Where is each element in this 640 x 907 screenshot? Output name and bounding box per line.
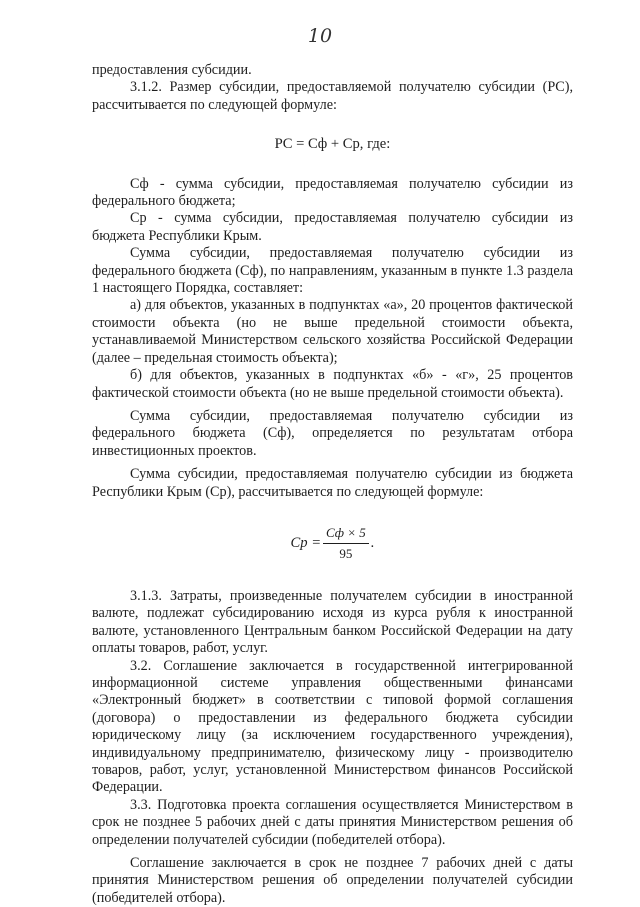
paragraph-crimea-subsidy: Сумма субсидии, предоставляемая получателю субсидии из бюджета Республики Крым (Ср), рассчитывается по следующей формуле:	[92, 466, 573, 500]
definition-sf: Сф - сумма субсидии, предоставляемая получателю субсидии из федерального бюджета;	[92, 175, 573, 210]
paragraph-item-b: б) для объектов, указанных в подпунктах «б» - «г», 25 процентов фактической стоимости объекта (но не выше предельной стоимости объекта).	[92, 367, 573, 401]
paragraph-continuation: предоставления субсидии.	[92, 62, 252, 78]
page-number: 10	[307, 25, 333, 47]
paragraph-3-1-3: 3.1.3. Затраты, произведенные получателем субсидии в иностранной валюте, подлежат субсидированию исходя из курса рубля к иностранной валюте, установленного Центральным банком Российской Федерации на дату оплаты товаров, работ, услуг.	[92, 587, 573, 657]
formula-sr-numerator: Сф × 5	[323, 525, 369, 544]
paragraph-3-3: 3.3. Подготовка проекта соглашения осуществляется Министерством в срок не позднее 5 рабочих дней с даты принятия Министерством решения об определении получателей субсидии (победителей отбора).	[92, 796, 573, 848]
formula-sr-lhs: Ср =	[290, 534, 322, 551]
definition-sr: Ср - сумма субсидии, предоставляемая получателю субсидии из бюджета Республики Крым.	[92, 210, 573, 244]
paragraph-agreement-term: Соглашение заключается в срок не позднее 7 рабочих дней с даты принятия Министерством решения об определении получателей субсидии (победителей отбора).	[92, 855, 573, 906]
formula-sr	[92, 525, 573, 562]
formula-pc: PC = Сф + Ср, где:	[274, 136, 391, 153]
paragraph-3-2: 3.2. Соглашение заключается в государственной интегрированной информационной системе управления общественными финансами «Электронный бюджет» в соответствии с типовой формой соглашения (договора) о предоставлении из федерального бюджета субсидии юридическому лицу (за исключением государственного учреждения), индивидуальному предпринимателю, физическому лицу - производителю товаров, работ, услуг, установленной Министерством финансов Российской Федерации.	[92, 657, 573, 796]
document-body	[92, 62, 573, 907]
paragraph-federal-subsidy: Сумма субсидии, предоставляемая получателю субсидии из федерального бюджета (Сф), по направлениям, указанным в пункте 1.3 раздела 1 настоящего Порядка, составляет:	[92, 245, 573, 297]
formula-sr-fraction	[323, 525, 369, 562]
formula-sr-tail: .	[370, 534, 375, 551]
paragraph-selection: Сумма субсидии, предоставляемая получателю субсидии из федерального бюджета (Сф), определяется по результатам отбора инвестиционных проектов.	[92, 407, 573, 459]
paragraph-item-a: а) для объектов, указанных в подпунктах «а», 20 процентов фактической стоимости объекта (но не выше предельной стоимости объекта, устанавливаемой Министерством сельского хозяйства Российской Федерации (далее – предельная стоимость объекта);	[92, 297, 573, 366]
formula-sr-denominator: 95	[339, 545, 353, 561]
paragraph-3-1-2: 3.1.2. Размер субсидии, предоставляемой получателю субсидии (PC), рассчитывается по следующей формуле:	[92, 79, 573, 113]
